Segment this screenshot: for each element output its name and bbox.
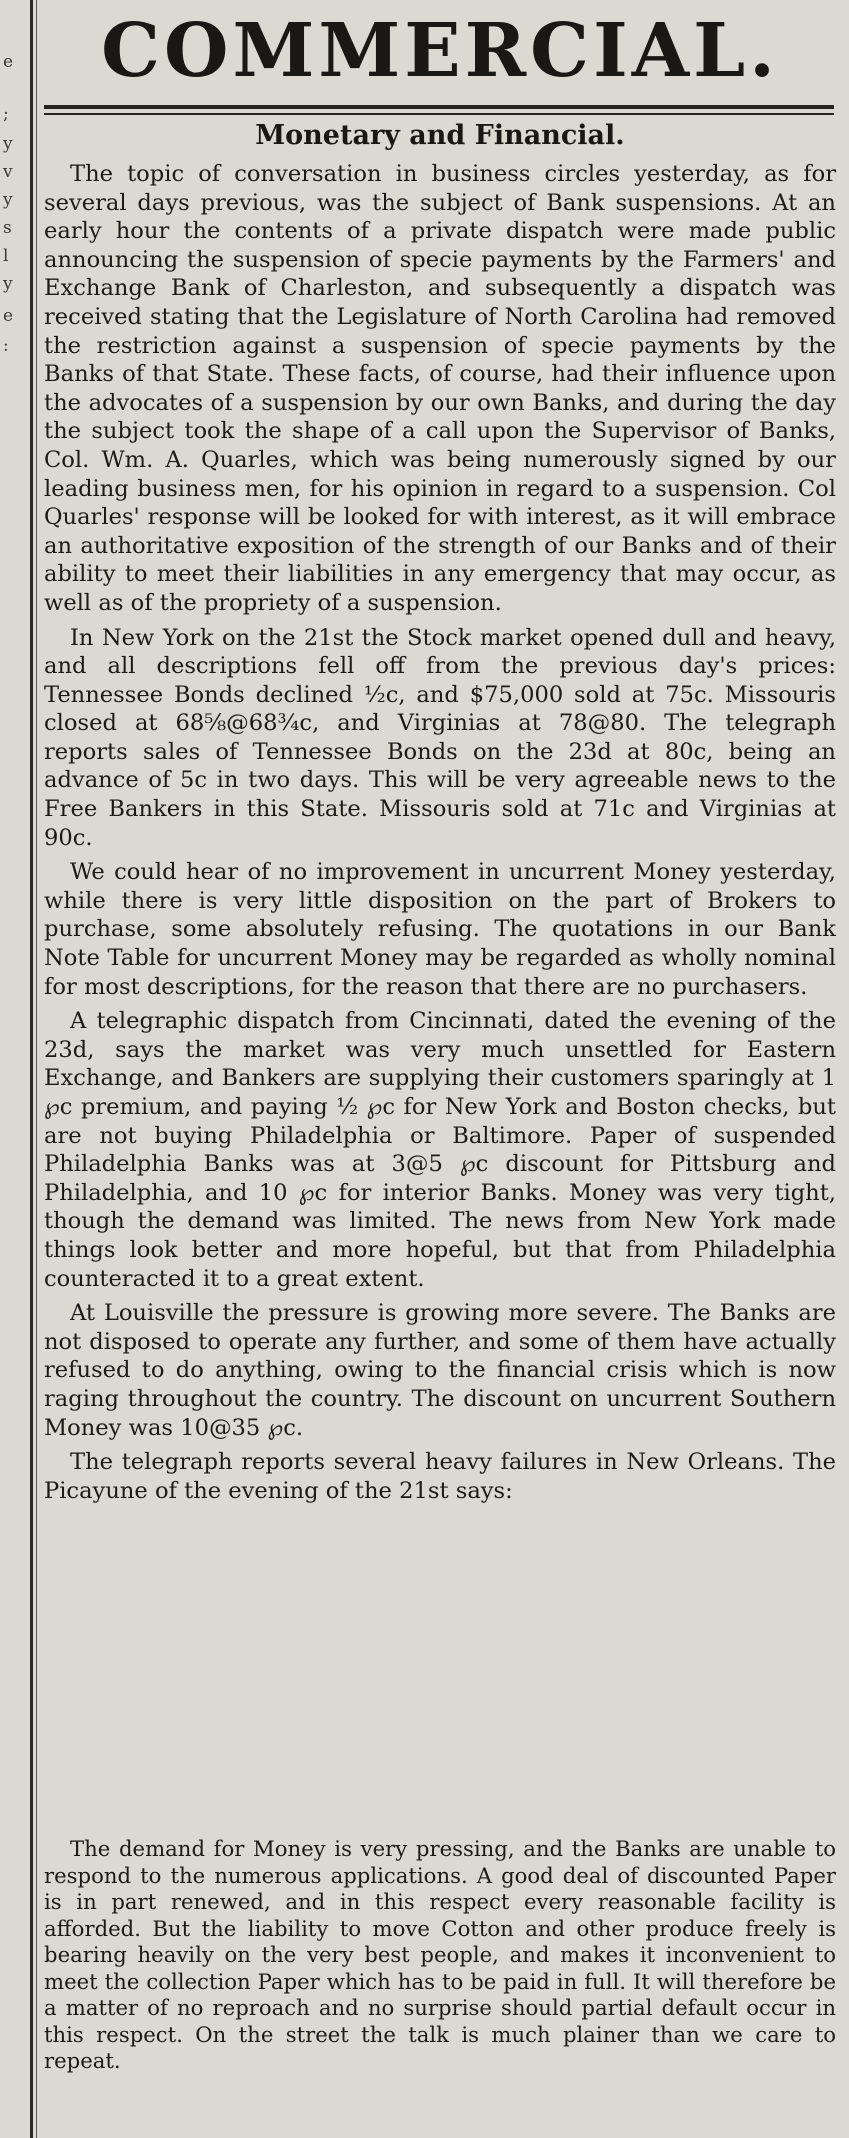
header-rule-thick (44, 105, 834, 109)
article-paragraph: The topic of conversation in business circles yesterday, as for several days previous, was the subject of Bank suspensions. At an early hour the contents of a private dispatch were made public announcing the suspension of specie payments by the Farmers' and Exchange Bank of Charleston, and subsequently a dispatch was received stating that the Legislature of North Carolina had removed the restriction against a suspension of specie payments by the Banks of that State. These facts, of course, had their influence upon the advocates of a suspension by our own Banks, and during the day the subject took the shape of a call upon the Supervisor of Banks, Col. Wm. A. Quarles, which was being numerously signed by our leading business men, for his opinion in regard to a suspension. Col Quarles' response will be looked for with interest, as it will embrace an authoritative exposition of the strength of our Banks and of their ability to meet their liabilities in any emergency that may occur, as well as of the propriety of a suspension. (44, 161, 836, 616)
section-title: COMMERCIAL. (101, 8, 779, 94)
quoted-extract (44, 1836, 836, 2075)
article-paragraph: At Louisville the pressure is growing more severe. The Banks are not disposed to operate any further, and some of them have actually refused to do anything, owing to the financial crisis which is now raging throughout the country. The discount on uncurrent Southern Money was 10@35 ℘c. (44, 1300, 836, 1441)
adjacent-column-fragments (0, 0, 28, 2138)
margin-fragment: : (3, 336, 9, 356)
margin-fragment: l (3, 246, 9, 266)
header-rule-thin (44, 113, 834, 115)
column-rule-thin (36, 0, 37, 2138)
column-rule (30, 0, 33, 2138)
quoted-paragraph: The demand for Money is very pressing, and the Banks are unable to respond to the numerous applications. A good deal of discounted Paper is in part renewed, and in this respect every reasonable facility is afforded. But the liability to move Cotton and other produce freely is bearing heavily on the very best people, and makes it inconvenient to meet the collection Paper which has to be paid in full. It will therefore be a matter of no reproach and no surprise should partial default occur in this respect. On the street the talk is much plainer than we care to repeat. (44, 1836, 836, 2073)
margin-fragment: y (3, 134, 13, 154)
article-headline: Monetary and Financial. (255, 120, 625, 151)
article-paragraph: In New York on the 21st the Stock market opened dull and heavy, and all descriptions fell off from the previous day's prices: Tennessee Bonds declined ½c, and $75,000 sold at 75c. Missouris closed at 68⅝@68¾c, and Virginias at 78@80. The telegraph reports sales of Tennessee Bonds on the 23d at 80c, being an advance of 5c in two days. This will be very agreeable news to the Free Bankers in this State. Missouris sold at 71c and Virginias at 90c. (44, 624, 836, 851)
margin-fragment: e (3, 52, 14, 72)
article-paragraph: We could hear of no improvement in uncurrent Money yesterday, while there is very little disposition on the part of Brokers to purchase, some absolutely refusing. The quotations in our Bank Note Table for uncurrent Money may be regarded as wholly nominal for most descriptions, for the reason that there are no purchasers. (44, 859, 836, 1000)
article-body (44, 160, 836, 1511)
margin-fragment: y (3, 274, 13, 294)
margin-fragment: v (3, 162, 13, 182)
article-paragraph: A telegraphic dispatch from Cincinnati, dated the evening of the 23d, says the market was very much unsettled for Eastern Exchange, and Bankers are supplying their customers sparingly at 1 ℘c premium, and paying ½ ℘c for New York and Boston checks, but are not buying Philadelphia or Baltimore. Paper of suspended Philadelphia Banks was at 3@5 ℘c discount for Pittsburg and Philadelphia, and 10 ℘c for interior Banks. Money was very tight, though the demand was limited. The news from New York made things look better and more hopeful, but that from Philadelphia counteracted it to a great extent. (44, 1008, 836, 1292)
margin-fragment: y (3, 190, 13, 210)
article-paragraph: The telegraph reports several heavy failures in New Orleans. The Picayune of the evening of the 21st says: (44, 1449, 836, 1504)
margin-fragment: e (3, 306, 14, 326)
margin-fragment: s (3, 218, 12, 238)
margin-fragment: ; (3, 104, 9, 124)
